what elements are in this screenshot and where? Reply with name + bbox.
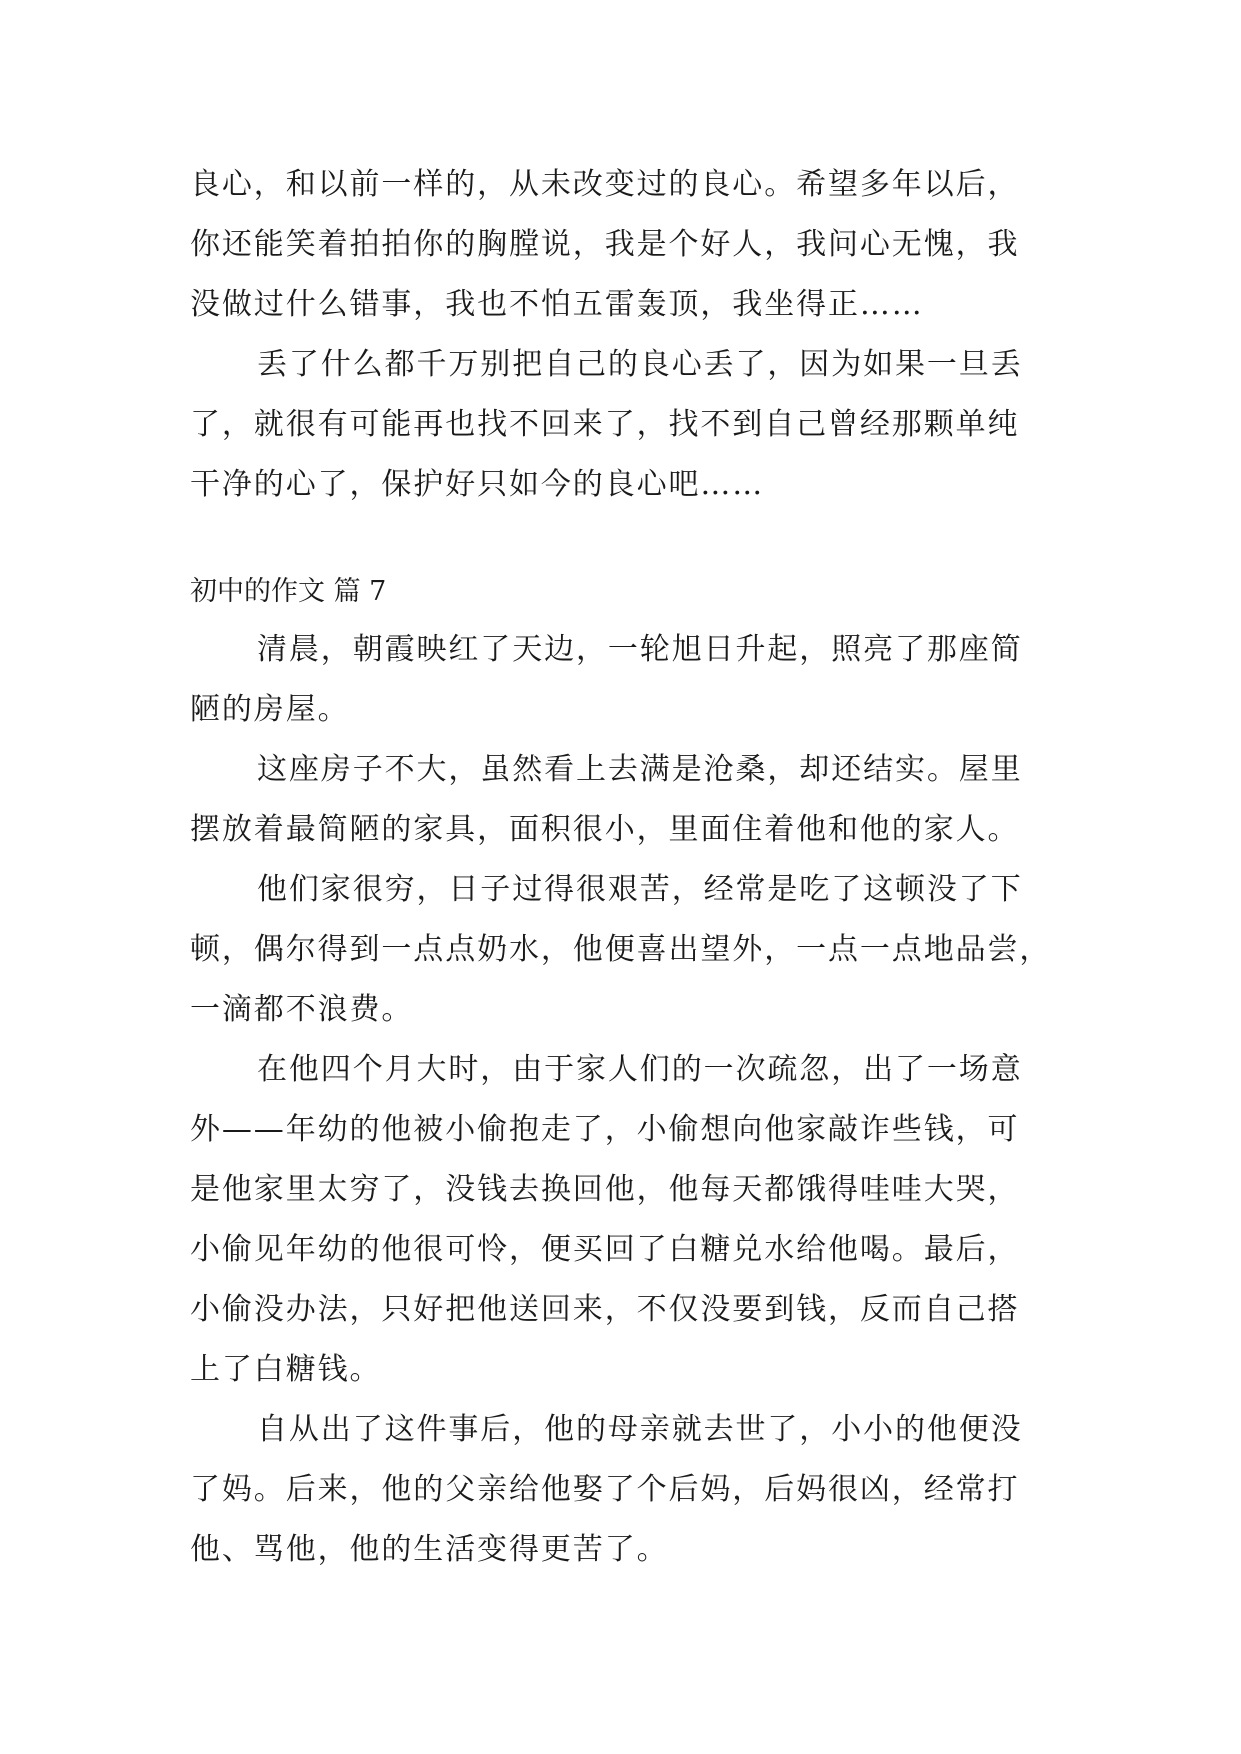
text-line: 了，就很有可能再也找不回来了，找不到自己曾经那颗单纯 xyxy=(190,407,1020,442)
text-line: 了妈。后来，他的父亲给他娶了个后妈，后妈很凶，经常打 xyxy=(190,1472,1020,1507)
text-line: 他们家很穷，日子过得很艰苦，经常是吃了这顿没了下 xyxy=(257,872,1023,907)
text-line: 一滴都不浪费。 xyxy=(190,992,414,1027)
text-line: 这座房子不大，虽然看上去满是沧桑，却还结实。屋里 xyxy=(257,752,1023,787)
text-line: 良心，和以前一样的，从未改变过的良心。希望多年以后， xyxy=(190,167,1020,202)
section-heading: 初中的作文 篇 7 xyxy=(190,576,387,607)
text-line: 顿，偶尔得到一点点奶水，他便喜出望外，一点一点地品尝， xyxy=(190,932,1052,967)
text-line: 小偷见年幼的他很可怜，便买回了白糖兑水给他喝。最后， xyxy=(190,1232,1020,1267)
text-line: 陋的房屋。 xyxy=(190,692,350,727)
text-line: 是他家里太穷了，没钱去换回他，他每天都饿得哇哇大哭， xyxy=(190,1172,1020,1207)
text-line: 自从出了这件事后，他的母亲就去世了，小小的他便没 xyxy=(257,1412,1023,1447)
text-line: 清晨，朝霞映红了天边，一轮旭日升起，照亮了那座简 xyxy=(257,632,1023,667)
text-line: 丢了什么都千万别把自己的良心丢了，因为如果一旦丢 xyxy=(257,347,1023,382)
text-line: 在他四个月大时，由于家人们的一次疏忽，出了一场意 xyxy=(257,1052,1023,1087)
text-line: 小偷没办法，只好把他送回来，不仅没要到钱，反而自己搭 xyxy=(190,1292,1020,1327)
text-line: 他、骂他，他的生活变得更苦了。 xyxy=(190,1532,669,1567)
text-line: 上了白糖钱。 xyxy=(190,1352,382,1387)
text-line: 干净的心了，保护好只如今的良心吧…… xyxy=(190,467,765,502)
text-line: 摆放着最简陋的家具，面积很小，里面住着他和他的家人。 xyxy=(190,812,1020,847)
text-line: 外——年幼的他被小偷抱走了，小偷想向他家敲诈些钱，可 xyxy=(190,1112,1020,1147)
text-line: 没做过什么错事，我也不怕五雷轰顶，我坐得正…… xyxy=(190,287,924,322)
text-line: 你还能笑着拍拍你的胸膛说，我是个好人，我问心无愧，我 xyxy=(190,227,1020,262)
